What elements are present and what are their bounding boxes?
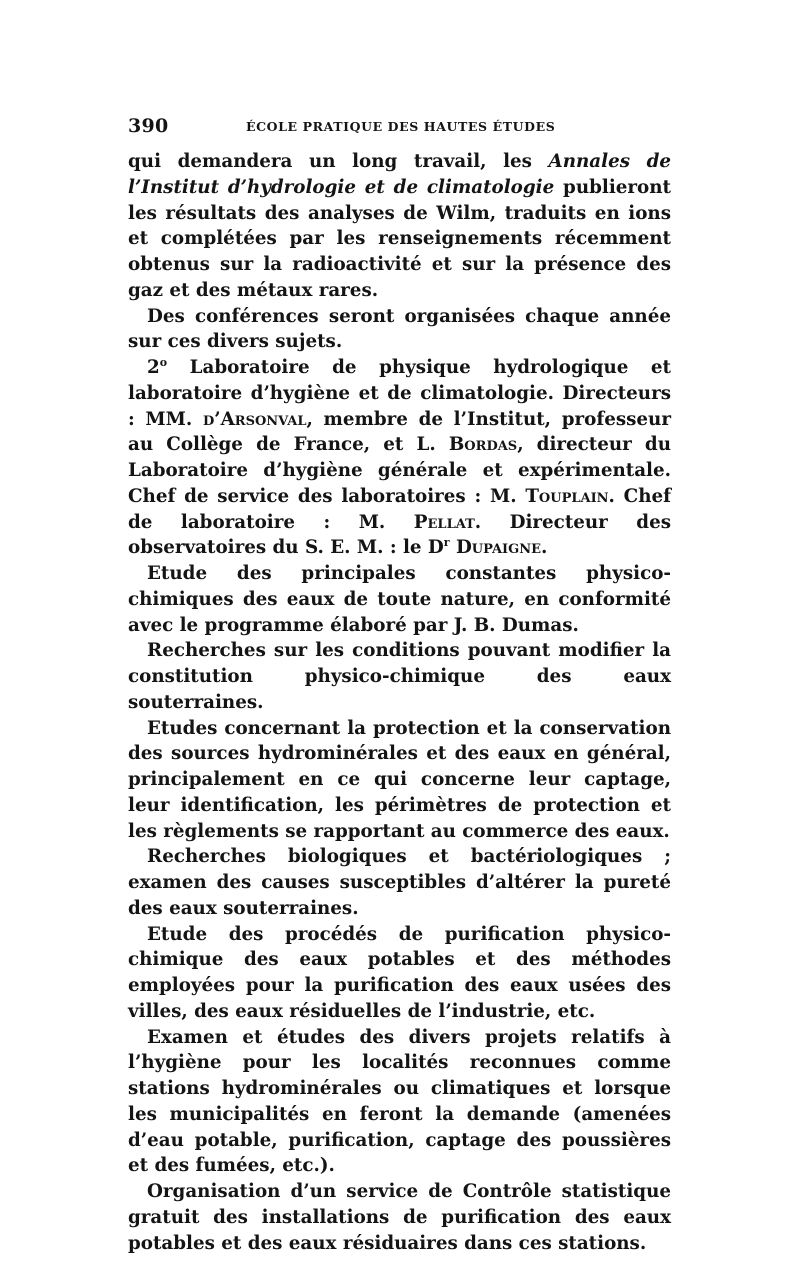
paragraph-annales xyxy=(128,149,671,304)
text-run: . xyxy=(541,537,548,559)
paragraph-constantes: Etude des principales constantes physico-chimiques des eaux de toute nature, en conformité avec le programme élaboré par J. B. Dumas. xyxy=(128,563,671,636)
text-run: qui demandera un long travail, les xyxy=(128,151,549,172)
person-name: Dupaigne xyxy=(455,537,542,559)
page-header xyxy=(128,115,671,143)
paragraph-organisation: Organisation d’un service de Contrôle statistique gratuit des installations de purification des eaux potables et des eaux résiduaires dans ces stations. xyxy=(128,1181,671,1254)
paragraph-conferences: Des conférences seront organisées chaque année sur ces divers sujets. xyxy=(128,305,671,353)
person-name: Pellat xyxy=(413,511,475,533)
body-text xyxy=(128,149,671,1256)
title-superscript: r xyxy=(443,536,450,550)
paragraph-recherches-conditions: Recherches sur les conditions pouvant modifier la constitution physico-chimique des eaux souterraines. xyxy=(128,640,671,713)
page-number: 390 xyxy=(128,115,169,137)
text-run: , directeur du Laboratoire d’hygiène générale et expérimentale. Chef de service des laboratoires : M. xyxy=(128,434,672,507)
text-run: . Directeur des observatoires du S. E. M. : le D xyxy=(128,511,672,559)
person-name: Bordas xyxy=(448,434,518,456)
text-run: , membre de l’Institut, professeur au Collège de France, et L. xyxy=(128,408,671,456)
text-run: . Chef de laboratoire : M. xyxy=(128,485,671,533)
ordinal-superscript: o xyxy=(159,355,168,369)
paragraph-examen: Examen et études des divers projets relatifs à l’hygiène pour les localités reconnues comme stations hydrominérales ou climatiques et lorsque les municipalités en feront la demande (amenées d’eau potable, purification, captage des poussières et des fumées, etc.). xyxy=(128,1026,671,1177)
person-name: Touplain xyxy=(525,485,609,507)
text-run: Laboratoire de physique hydrologique et laboratoire d’hygiène et de climatologie. Directeurs : MM. xyxy=(128,357,671,430)
paragraph-purification: Etude des procédés de purification physico-chimique des eaux potables et des méthodes employées pour la purification des eaux usées des villes, des eaux résiduelles de l’industrie, etc. xyxy=(128,923,671,1022)
person-name: d’Arsonval xyxy=(202,408,307,430)
section-number: 2 xyxy=(147,357,160,378)
journal-title: Annales de l’Institut d’hydrologie et de climatologie xyxy=(128,151,671,198)
paragraph-protection: Etudes concernant la protection et la conservation des sources hydrominérales et des eaux en général, principalement en ce qui concerne leur captage, leur identification, les périmètres de protection et les règlements se rapportant au commerce des eaux. xyxy=(128,717,671,842)
running-head: ÉCOLE PRATIQUE DES HAUTES ÉTUDES xyxy=(246,119,556,134)
text-run: publieront les résultats des analyses de Wilm, traduits en ions et complétées par les renseignements récemment obtenus sur la radioactivité et sur la présence des gaz et des métaux rares. xyxy=(128,176,671,301)
paragraph-laboratoire xyxy=(128,355,671,561)
paragraph-biologiques: Recherches biologiques et bactériologiques ; examen des causes susceptibles d’altérer la pureté des eaux souterraines. xyxy=(128,846,671,919)
